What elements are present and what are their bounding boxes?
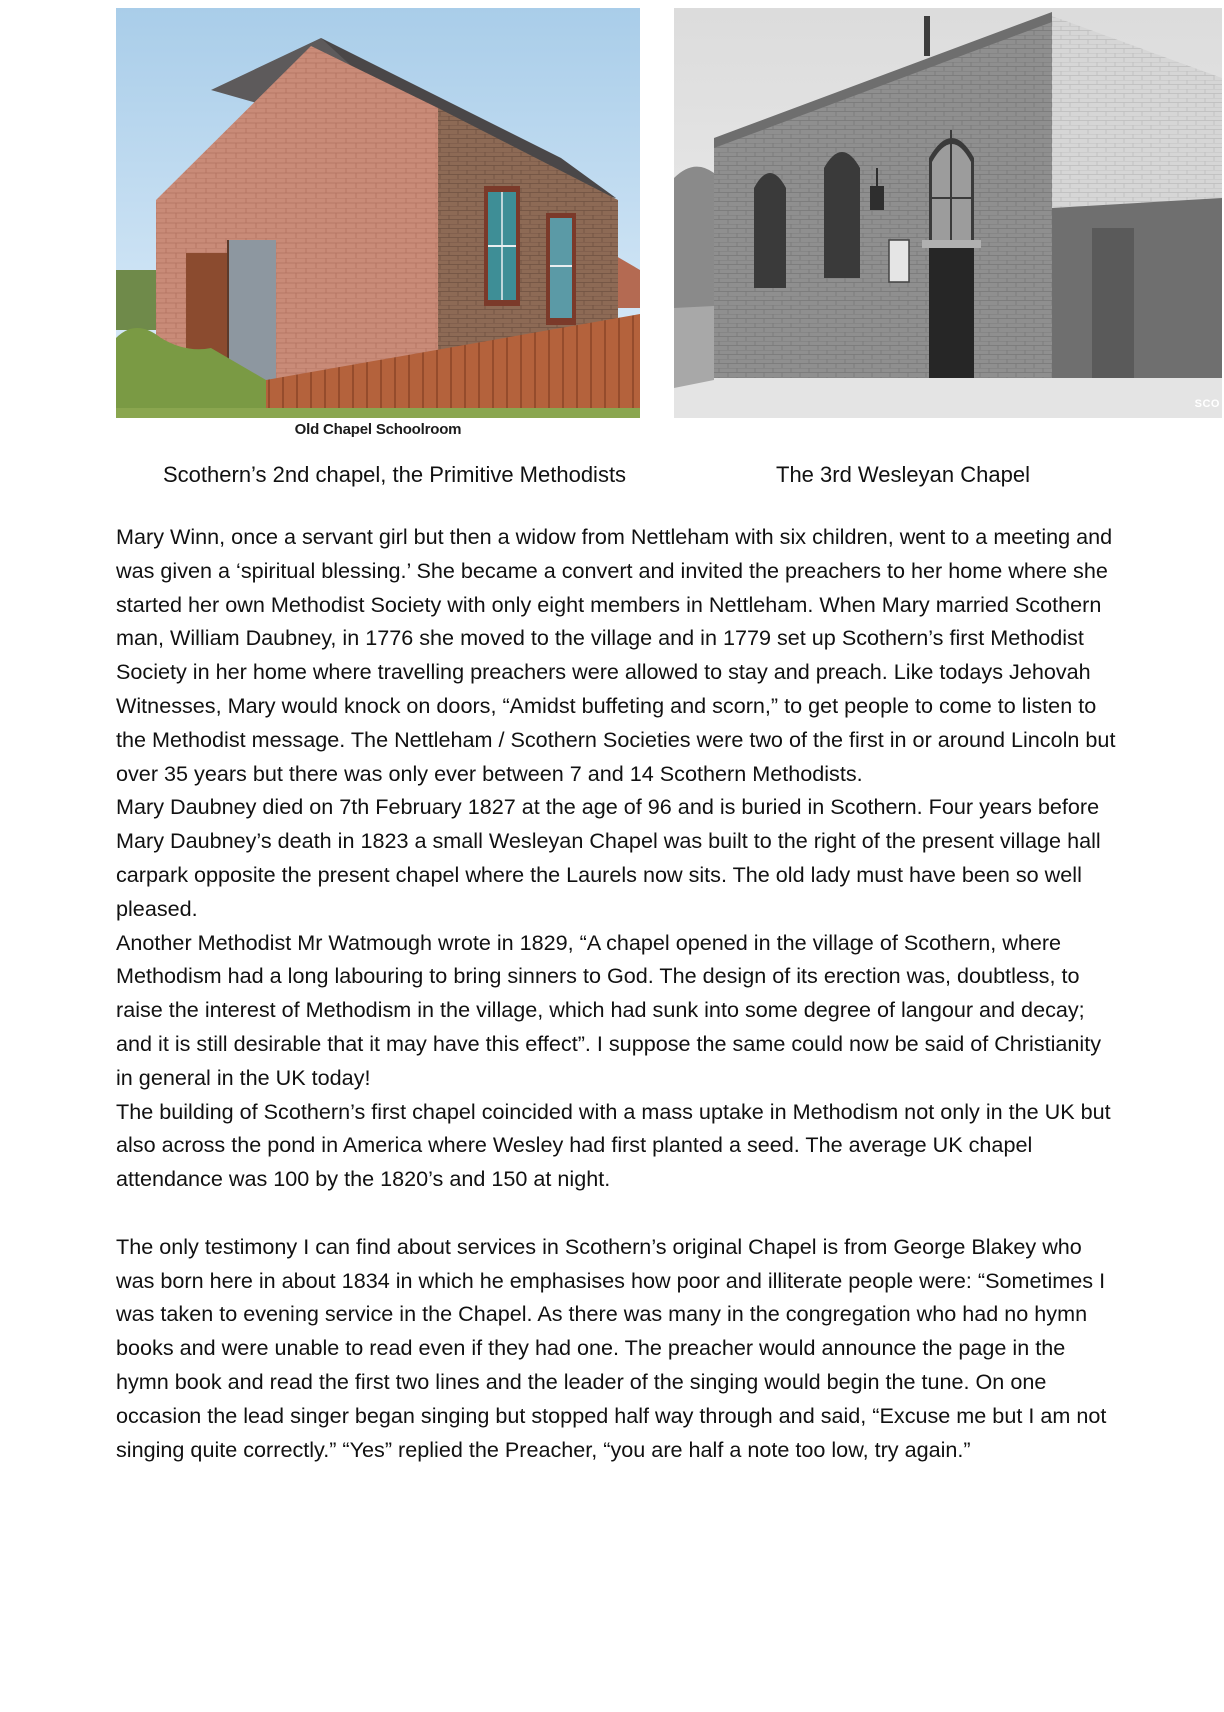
right-photo-caption: The 3rd Wesleyan Chapel	[776, 462, 1030, 487]
paragraph-first-chapel: The building of Scothern’s first chapel coincided with a mass uptake in Methodism not only in the UK but also across the pond in America where Wesley had first planted a seed. The average UK chapel attendance was 100 by the 1820’s and 150 at night.	[116, 1098, 1111, 1192]
left-photo-caption: Scothern’s 2nd chapel, the Primitive Methodists	[163, 462, 627, 487]
photo-watermark: SCO	[1194, 398, 1220, 410]
photo-caption-in-image: Old Chapel Schoolroom	[294, 421, 462, 438]
article-body	[116, 520, 1116, 1466]
primitive-methodist-chapel-photo	[116, 8, 640, 440]
paragraph-mary-winn: Mary Winn, once a servant girl but then a widow from Nettleham with six children, went to a meeting and was given a ‘spiritual blessing.’ She became a convert and invited the preachers to her home where she started her own Methodist Society with only eight members in Nettleham. When Mary married Scothern man, William Daubney, in 1776 she moved to the village and in 1779 set up Scothern’s first Methodist Society in her home where travelling preachers were allowed to stay and preach. Like todays Jehovah Witnesses, Mary would knock on doors, “Amidst buffeting and scorn,” to get people to come to listen to the Methodist message. The Nettleham / Scothern Societies were two of the first in or around Lincoln but over 35 years but there was only ever between 7 and 14 Scothern Methodists.	[116, 524, 1116, 786]
paragraph-watmough: Another Methodist Mr Watmough wrote in 1829, “A chapel opened in the village of Scothern, where Methodism had a long labouring to bring sinners to God. The design of its erection was, doubtless, to raise the interest of Methodism in the village, which had sunk into some degree of langour and decay; and it is still desirable that it may have this effect”. I suppose the same could now be said of Christianity in general in the UK today!	[116, 929, 1102, 1090]
paragraph-george-blakey: The only testimony I can find about services in Scothern’s original Chapel is from George Blakey who was born here in about 1834 in which he emphasises how poor and illiterate people were: “Sometimes I was taken to evening service in the Chapel. As there was many in the congregation who had no hymn books and were unable to read even if they had one. The preacher would announce the page in the hymn book and read the first two lines and the leader of the singing would begin the tune. On one occasion the lead singer began singing but stopped half way through and said, “Excuse me but I am not singing quite correctly.” “Yes” replied the Preacher, “you are half a note too low, try again.”	[116, 1233, 1107, 1462]
paragraph-mary-daubney: Mary Daubney died on 7th February 1827 at the age of 96 and is buried in Scothern. Four years before Mary Daubney’s death in 1823 a small Wesleyan Chapel was built to the right of the present village hall carpark opposite the present chapel where the Laurels now sits. The old lady must have been so well pleased.	[116, 794, 1101, 921]
wesleyan-chapel-photo	[674, 8, 1222, 418]
wesleyan-chapel-photo-icon	[674, 8, 1222, 418]
brick-chapel-photo-icon	[116, 8, 640, 440]
